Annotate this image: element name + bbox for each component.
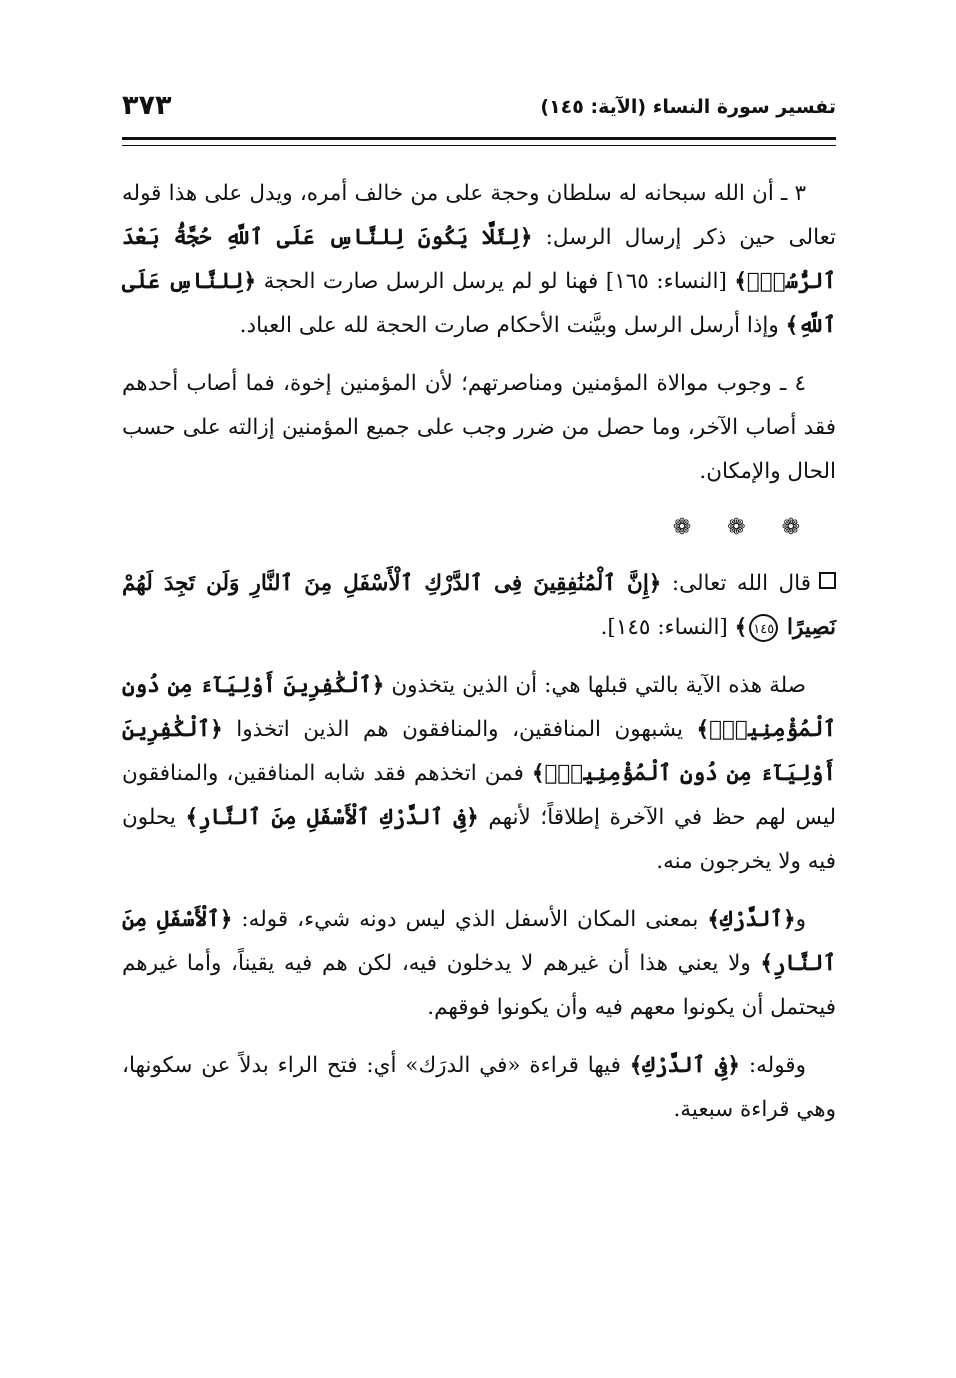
quran-quote: ﴿فِى ٱلدَّرْكِ ٱلْأَسْفَلِ مِنَ ٱلنَّارِ﴾ xyxy=(185,805,479,830)
quran-quote: ﴿إِنَّ ٱلْمُنَٰفِقِينَ فِى ٱلدَّرْكِ ٱلْأَسْفَلِ مِنَ ٱلنَّارِ وَلَن تَجِدَ لَهُمْ نَصِيرًا xyxy=(122,571,836,640)
paragraph-reading xyxy=(122,1044,836,1132)
paragraph-connection xyxy=(122,664,836,884)
quran-quote: ﴿ٱلْكَٰفِرِينَ أَوْلِيَآءَ مِن دُونِ ٱلْمُؤْمِنِينَۚ﴾ xyxy=(122,673,836,742)
running-title: تفسير سورة النساء (الآية: ١٤٥) xyxy=(540,96,836,118)
text-span: [النساء: ١٤٥]. xyxy=(600,615,735,640)
text-span: فيها قراءة «في الدرَك» أي: فتح الراء بدلاً عن سكونها، وهي قراءة سبعية. xyxy=(122,1053,836,1122)
paragraph-point-3 xyxy=(122,172,836,348)
text-span: صلة هذه الآية بالتي قبلها هي: أن الذين يتخذون xyxy=(384,673,806,698)
flower-ornament-icon: ❁ xyxy=(781,515,836,540)
text-span: وإذا أرسل الرسل وبيَّنت الأحكام صارت الحجة لله على العباد. xyxy=(239,313,786,338)
text-span: ولا يعني هذا أن غيرهم لا يدخلون فيه، لكن هم فيه يقيناً، وأما غيرهم فيحتمل أن يكونوا معهم فيه وأن يكونوا فوقهم. xyxy=(122,951,836,1020)
paragraph-point-4 xyxy=(122,362,836,494)
quran-quote: ﴿فِى ٱلدَّرْكِ﴾ xyxy=(629,1053,741,1078)
quran-quote: ﴿لِئَلَّا يَكُونَ لِلنَّاسِ عَلَى ٱللَّهِ حُجَّةُۢ بَعْدَ ٱلرُّسُلِۚ﴾ xyxy=(122,225,837,294)
quran-quote: ﴿لِلنَّاسِ عَلَى ٱللَّهِ﴾ xyxy=(122,269,836,338)
text-span: قال الله تعالى: xyxy=(661,571,811,596)
quran-quote: ﴿ٱلْأَسْفَلِ مِنَ ٱلنَّارِ﴾ xyxy=(122,907,836,976)
flower-ornament-icon: ❁ xyxy=(727,515,782,540)
page-header xyxy=(122,90,836,130)
quran-quote: ﴿ٱلدَّرْكِ﴾ xyxy=(707,907,796,932)
flower-ornament-icon: ❁ xyxy=(672,515,728,540)
text-span: وقوله: xyxy=(740,1053,806,1078)
paragraph-darak-meaning xyxy=(122,898,836,1030)
section-divider xyxy=(122,508,836,548)
text-span: يحلون فيه ولا يخرجون منه. xyxy=(122,805,836,874)
ayah-number-marker: ١٤٥ xyxy=(749,614,778,642)
text-span: ٤ ـ وجوب موالاة المؤمنين ومناصرتهم؛ لأن المؤمنين إخوة، فما أصاب أحدهم فقد أصاب الآخر، وما حصل من ضرر وجب على جميع المؤمنين إزالته على حسب الحال والإمكان. xyxy=(122,371,836,484)
square-bullet-icon xyxy=(819,572,836,589)
quran-quote: ﴿ٱلْكَٰفِرِينَ أَوْلِيَآءَ مِن دُونِ ٱلْمُؤْمِنِينَۚ﴾ xyxy=(122,717,836,786)
page-body xyxy=(122,172,836,1146)
text-span: [النساء: ١٦٥] فهنا لو لم يرسل الرسل صارت الحجة xyxy=(256,269,735,294)
header-rule-thick xyxy=(122,137,836,140)
verse-heading xyxy=(122,562,836,650)
text-span: بمعنى المكان الأسفل الذي ليس دونه شيء، قوله: xyxy=(232,907,708,932)
header-rule-thin xyxy=(122,145,836,146)
text-span: يشبهون المنافقين، والمنافقون هم الذين اتخذوا xyxy=(222,717,697,742)
page-number: ٣٧٣ xyxy=(122,90,172,121)
quran-quote-end: ﴾ xyxy=(734,615,748,640)
text-span: فمن اتخذهم فقد شابه المنافقين، والمنافقون ليس لهم حظ في الآخرة إطلاقاً؛ لأنهم xyxy=(122,761,836,830)
text-span: و xyxy=(795,907,806,932)
text-span: ٣ ـ أن الله سبحانه له سلطان وحجة على من خالف أمره، ويدل على هذا قوله تعالى حين ذكر إرسال الرسل: xyxy=(122,181,837,250)
